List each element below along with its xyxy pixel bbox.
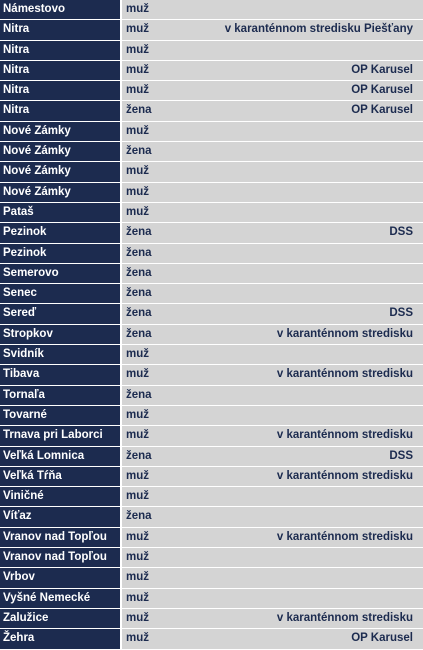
gender-cell: žena (122, 304, 202, 323)
table-row (0, 426, 423, 446)
city-cell: Sereď (0, 304, 122, 323)
table-row (0, 406, 423, 426)
city-cell: Viničné (0, 487, 122, 506)
city-cell: Pataš (0, 203, 122, 222)
note-cell (202, 264, 423, 283)
note-cell (202, 142, 423, 161)
city-cell: Vranov nad Topľou (0, 548, 122, 567)
note-cell (202, 122, 423, 141)
table-row (0, 589, 423, 609)
table-row (0, 183, 423, 203)
table-row (0, 528, 423, 548)
gender-cell: muž (122, 487, 202, 506)
city-cell: Veľká Lomnica (0, 447, 122, 466)
city-cell: Nitra (0, 20, 122, 39)
city-cell: Víťaz (0, 507, 122, 526)
gender-cell: žena (122, 101, 202, 120)
table-row (0, 203, 423, 223)
note-cell (202, 41, 423, 60)
note-cell: OP Karusel (202, 61, 423, 80)
table-row (0, 41, 423, 61)
note-cell (202, 406, 423, 425)
note-cell: OP Karusel (202, 101, 423, 120)
gender-cell: muž (122, 0, 202, 19)
gender-cell: muž (122, 41, 202, 60)
table-row (0, 223, 423, 243)
table-row (0, 61, 423, 81)
note-cell (202, 162, 423, 181)
city-cell: Námestovo (0, 0, 122, 19)
table-row (0, 284, 423, 304)
city-cell: Veľká Tŕňa (0, 467, 122, 486)
city-cell: Senec (0, 284, 122, 303)
note-cell (202, 345, 423, 364)
note-cell: v karanténnom stredisku (202, 325, 423, 344)
table-row (0, 447, 423, 467)
table-row (0, 386, 423, 406)
table-row (0, 629, 423, 649)
gender-cell: muž (122, 426, 202, 445)
table-row (0, 264, 423, 284)
note-cell (202, 487, 423, 506)
table-row (0, 345, 423, 365)
note-cell (202, 386, 423, 405)
gender-cell: muž (122, 61, 202, 80)
note-cell: DSS (202, 447, 423, 466)
gender-cell: muž (122, 365, 202, 384)
note-cell: DSS (202, 304, 423, 323)
city-cell: Nitra (0, 41, 122, 60)
gender-cell: muž (122, 467, 202, 486)
table-row (0, 122, 423, 142)
city-cell: Trnava pri Laborci (0, 426, 122, 445)
city-cell: Nitra (0, 61, 122, 80)
city-cell: Žehra (0, 629, 122, 648)
table-row (0, 325, 423, 345)
city-cell: Nové Zámky (0, 183, 122, 202)
city-cell: Pezinok (0, 223, 122, 242)
city-cell: Nové Zámky (0, 142, 122, 161)
gender-cell: muž (122, 528, 202, 547)
city-cell: Vyšné Nemecké (0, 589, 122, 608)
gender-cell: muž (122, 20, 202, 39)
gender-cell: žena (122, 244, 202, 263)
gender-cell: muž (122, 609, 202, 628)
city-cell: Semerovo (0, 264, 122, 283)
note-cell (202, 0, 423, 19)
note-cell: OP Karusel (202, 81, 423, 100)
city-cell: Vrbov (0, 568, 122, 587)
gender-cell: žena (122, 142, 202, 161)
table-row (0, 0, 423, 20)
gender-cell: žena (122, 325, 202, 344)
table-row (0, 487, 423, 507)
gender-cell: žena (122, 223, 202, 242)
gender-cell: muž (122, 183, 202, 202)
note-cell (202, 284, 423, 303)
city-cell: Zalužice (0, 609, 122, 628)
city-cell: Vranov nad Topľou (0, 528, 122, 547)
table-row (0, 609, 423, 629)
note-cell (202, 203, 423, 222)
note-cell: OP Karusel (202, 629, 423, 648)
table-row (0, 304, 423, 324)
gender-cell: žena (122, 507, 202, 526)
city-cell: Nové Zámky (0, 162, 122, 181)
city-cell: Pezinok (0, 244, 122, 263)
city-cell: Svidník (0, 345, 122, 364)
note-cell: v karanténnom stredisku (202, 609, 423, 628)
gender-cell: muž (122, 345, 202, 364)
gender-cell: žena (122, 386, 202, 405)
gender-cell: žena (122, 264, 202, 283)
gender-cell: muž (122, 589, 202, 608)
note-cell (202, 507, 423, 526)
table-row (0, 244, 423, 264)
table-row (0, 162, 423, 182)
note-cell: v karanténnom stredisku (202, 365, 423, 384)
note-cell (202, 568, 423, 587)
note-cell: v karanténnom stredisku (202, 426, 423, 445)
city-cell: Tovarné (0, 406, 122, 425)
note-cell: DSS (202, 223, 423, 242)
note-cell (202, 589, 423, 608)
table-row (0, 507, 423, 527)
gender-cell: muž (122, 81, 202, 100)
table-row (0, 20, 423, 40)
gender-cell: muž (122, 162, 202, 181)
table-row (0, 548, 423, 568)
table-row (0, 81, 423, 101)
table-row (0, 568, 423, 588)
table-row (0, 142, 423, 162)
city-cell: Stropkov (0, 325, 122, 344)
gender-cell: muž (122, 568, 202, 587)
note-cell (202, 548, 423, 567)
gender-cell: muž (122, 629, 202, 648)
city-cell: Tibava (0, 365, 122, 384)
city-cell: Nitra (0, 81, 122, 100)
city-cell: Tornaľa (0, 386, 122, 405)
note-cell (202, 183, 423, 202)
gender-cell: žena (122, 284, 202, 303)
city-cell: Nové Zámky (0, 122, 122, 141)
gender-cell: žena (122, 447, 202, 466)
table-row (0, 467, 423, 487)
gender-cell: muž (122, 406, 202, 425)
table-row (0, 365, 423, 385)
city-cell: Nitra (0, 101, 122, 120)
gender-cell: muž (122, 203, 202, 222)
table-row (0, 101, 423, 121)
note-cell (202, 244, 423, 263)
note-cell: v karanténnom stredisku Piešťany (202, 20, 423, 39)
note-cell: v karanténnom stredisku (202, 467, 423, 486)
note-cell: v karanténnom stredisku (202, 528, 423, 547)
gender-cell: muž (122, 122, 202, 141)
gender-cell: muž (122, 548, 202, 567)
